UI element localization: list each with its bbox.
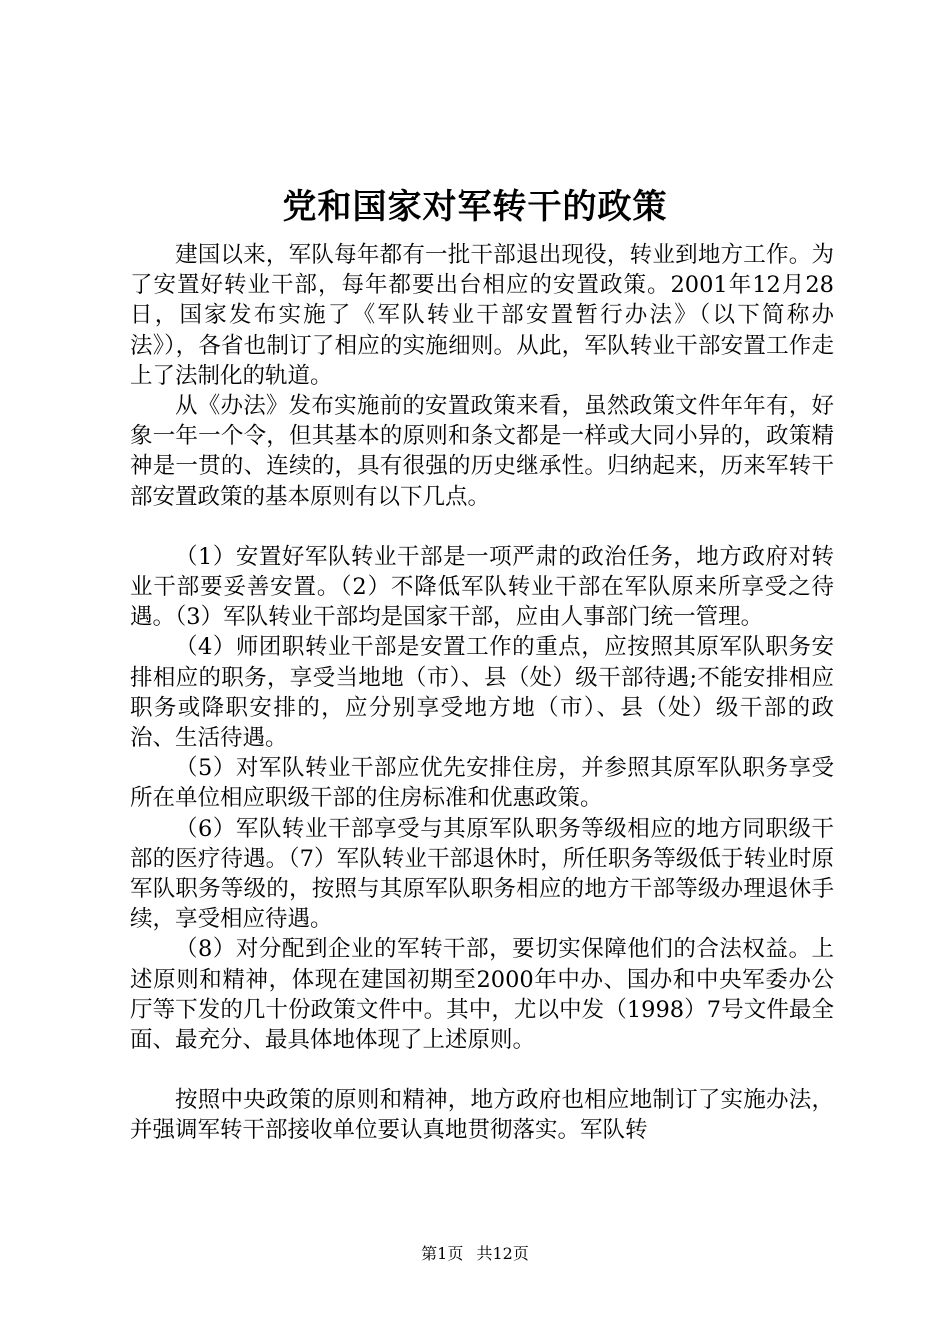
paragraph-6: （6）军队转业干部享受与其原军队职务等级相应的地方同职级干部的医疗待遇。（7）军队转业干部退休时，所任职务等级低于转业时原军队职务等级的，按照与其原军队职务相应的地方干部等级办理退休手续，享受相应待遇。 [130, 815, 834, 933]
document-body [130, 240, 834, 1146]
paragraph-spacer [130, 512, 834, 542]
page-footer [0, 1243, 950, 1265]
paragraph-2: 从《办法》发布实施前的安置政策来看，虽然政策文件年年有，好象一年一个令，但其基本的原则和条文都是一样或大同小异的，政策精神是一贯的、连续的，具有很强的历史继承性。归纳起来，历来军转干部安置政策的基本原则有以下几点。 [130, 393, 834, 510]
page-number: 第1页 [421, 1244, 464, 1263]
page-total: 共12页 [476, 1244, 529, 1263]
paragraph-spacer [130, 1055, 834, 1085]
paragraph-7: （8）对分配到企业的军转干部，要切实保障他们的合法权益。上述原则和精神，体现在建国初期至2000年中办、国办和中央军委办公厅等下发的几十份政策文件中。其中，尤以中发（1998）7号文件最全面、最充分、最具体地体现了上述原则。 [130, 936, 834, 1054]
paragraph-4: （4）师团职转业干部是安置工作的重点，应按照其原军队职务安排相应的职务，享受当地地（市）、县（处）级干部待遇;不能安排相应职务或降职安排的，应分别享受地方地（市）、县（处）级干部的政治、生活待遇。 [130, 634, 834, 752]
paragraph-8: 按照中央政策的原则和精神，地方政府也相应地制订了实施办法，并强调军转干部接收单位要认真地贯彻落实。军队转 [130, 1087, 834, 1144]
paragraph-1: 建国以来，军队每年都有一批干部退出现役，转业到地方工作。为了安置好转业干部，每年都要出台相应的安置政策。2001年12月28日，国家发布实施了《军队转业干部安置暂行办法》（以下简称办法》），各省也制订了相应的实施细则。从此，军队转业干部安置工作走上了法制化的轨道。 [130, 242, 834, 389]
paragraph-3: （1）安置好军队转业干部是一项严肃的政治任务，地方政府对转业干部要妥善安置。（2）不降低军队转业干部在军队原来所享受之待遇。（3）军队转业干部均是国家干部，应由人事部门统一管理。 [130, 543, 834, 631]
paragraph-5: （5）对军队转业干部应优先安排住房，并参照其原军队职务享受所在单位相应职级干部的住房标准和优惠政策。 [130, 755, 834, 812]
document-title: 党和国家对军转干的政策 [282, 187, 668, 227]
